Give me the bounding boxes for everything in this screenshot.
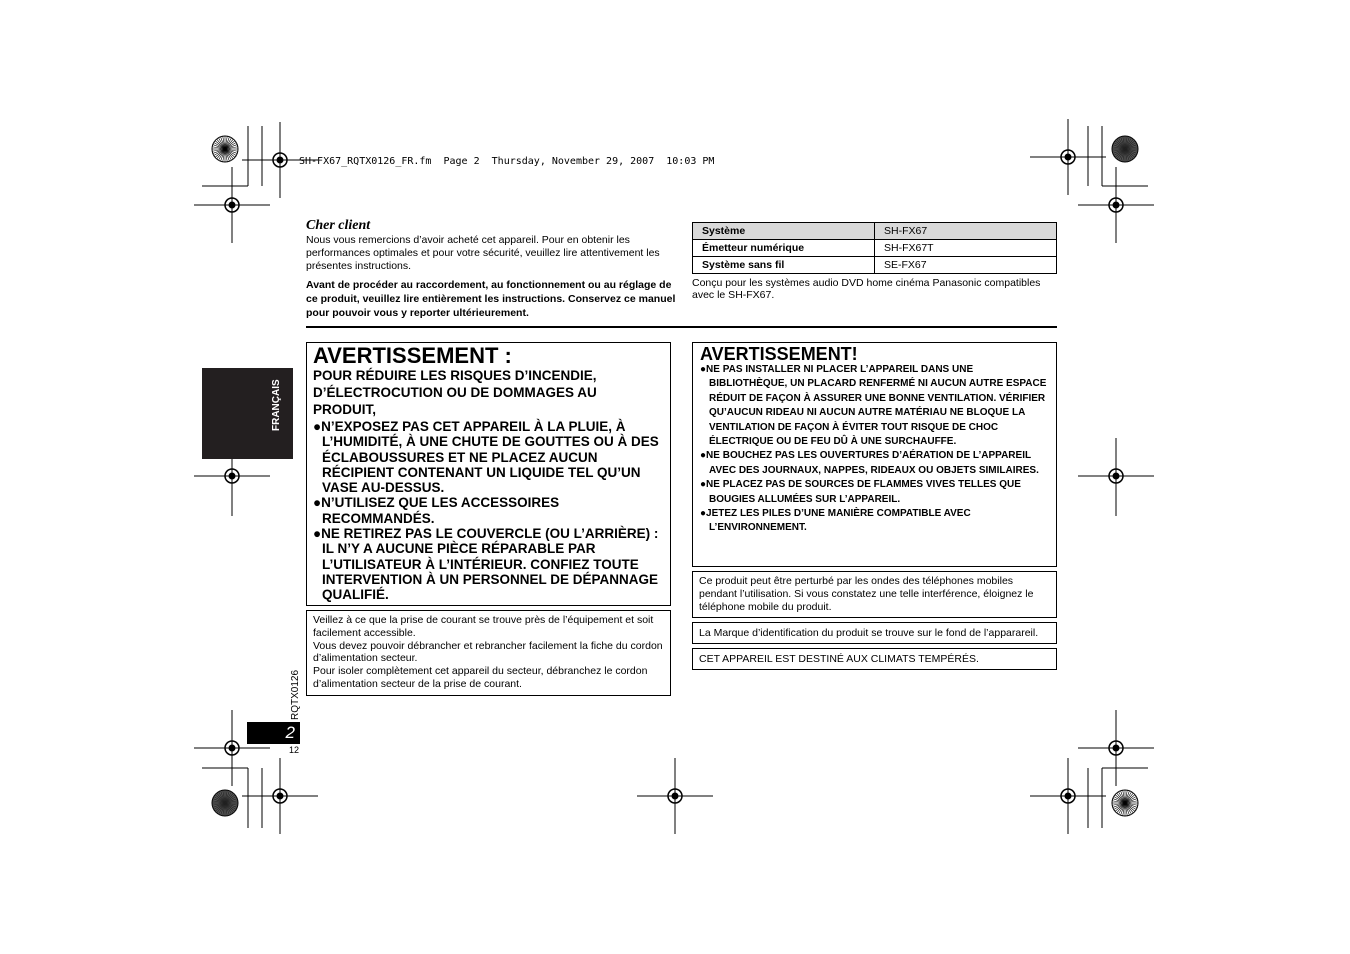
intro-text: Nous vous remercions d’avoir acheté cet appareil. Pour en obtenir les performances optimales et pour votre sécurité, veuillez lire attentivement les présentes instructions. — [306, 234, 660, 272]
greeting: Cher client — [306, 218, 371, 233]
list-item: ●NE PAS INSTALLER NI PLACER L’APPAREIL DANS UNE BIBLIOTHÈQUE, UN PLACARD RENFERMÉ NI AUCUN AUTRE ESPACE RÉDUIT DE FAÇON À ASSURER UNE BONNE VENTILATION. VÉRIFIER QU’AUCUN RIDEAU NI AUCUN AUTRE MATÉRIAU NE BLOQUE LA VENTILATION DE FAÇON À ÉVITER TOUT RISQUE DE CHOC ÉLECTRIQUE OU DE FEU DÛ À UNE SURCHAUFFE. — [700, 364, 1047, 448]
phone-note-box — [692, 571, 1057, 618]
warning-list — [700, 363, 1052, 536]
bullet-icon: ● — [313, 419, 322, 434]
list-item: ●NE RETIREZ PAS LE COUVERCLE (OU L’ARRIÈRE) : IL N’Y A AUCUNE PIÈCE RÉPARABLE PAR L’UTILISATEUR À L’INTÉRIEUR. CONFIEZ TOUTE INTERVENTION À UN PERSONNEL DE DÉPANNAGE QUALIFIÉ. — [313, 526, 659, 603]
registration-mark-part — [1113, 745, 1120, 752]
bullet-icon: ● — [700, 364, 707, 375]
page-number: 2 — [285, 723, 295, 742]
compat-note: Conçu pour les systèmes audio DVD home cinéma Panasonic compatibles avec le SH-FX67. — [692, 277, 1041, 301]
list-item: ●JETEZ LES PILES D’UNE MANIÈRE COMPATIBLE AVEC L’ENVIRONNEMENT. — [700, 508, 971, 534]
page-sub-number: 12 — [289, 745, 300, 755]
spec-value: SE-FX67 — [875, 257, 1057, 274]
warning-box-right — [692, 342, 1057, 567]
model-code: RQTX0126 — [290, 669, 301, 720]
intro-bold-text: Avant de procéder au raccordement, au fonctionnement ou au réglage de ce produit, veuillez lire entièrement les instructions. Conservez ce manuel pour pouvoir vous y reporter ultérieurement. — [306, 279, 676, 319]
registration-mark-part — [1065, 154, 1072, 161]
file-header: SH-FX67_RQTX0126_FR.fm Page 2 Thursday, November 29, 2007 10:03 PM — [299, 156, 715, 167]
bullet-icon: ● — [313, 495, 322, 511]
power-note-line: Pour isoler complètement cet appareil du secteur, débranchez le cordon d’alimentation secteur de la prise de courant. — [313, 665, 648, 690]
mark-note-box — [692, 622, 1057, 644]
registration-mark-part — [229, 745, 236, 752]
power-note-box — [306, 610, 671, 696]
warning-box-left — [306, 342, 671, 606]
bullet-icon: ● — [700, 508, 707, 520]
language-tab-label: FRANÇAIS — [271, 379, 282, 431]
spec-value: SH-FX67T — [875, 240, 1057, 257]
warning-lead: POUR RÉDUIRE LES RISQUES D’INCENDIE, D’ÉLECTROCUTION OU DE DOMMAGES AU PRODUIT, — [313, 368, 597, 417]
spec-table — [692, 222, 1057, 274]
phone-note: Ce produit peut être perturbé par les ondes des téléphones mobiles pendant l’utilisation. Si vous constatez une telle interférence, éloignez le téléphone mobile du produit. — [699, 575, 1034, 613]
warning-list — [313, 419, 668, 603]
power-note-line: Vous devez pouvoir débrancher et rebrancher facilement la fiche du cordon d’alimentation secteur. — [313, 639, 663, 665]
warning-title: AVERTISSEMENT! — [700, 344, 858, 364]
registration-mark-part — [277, 157, 284, 164]
table-row — [693, 257, 1057, 274]
bullet-icon: ● — [700, 479, 707, 491]
spec-label: Système sans fil — [693, 257, 875, 274]
registration-mark-part — [229, 202, 236, 209]
list-item: ●N’UTILISEZ QUE LES ACCESSOIRES RECOMMANDÉS. — [313, 495, 560, 526]
climate-note: CET APPAREIL EST DESTINÉ AUX CLIMATS TEMPÉRÉS. — [699, 653, 979, 665]
list-item: ●NE PLACEZ PAS DE SOURCES DE FLAMMES VIVES TELLES QUE BOUGIES ALLUMÉES SUR L’APPAREIL. — [700, 479, 1021, 505]
table-row — [693, 223, 1057, 240]
climate-note-box — [692, 648, 1057, 670]
table-row — [693, 240, 1057, 257]
list-item: ●NE BOUCHEZ PAS LES OUVERTURES D’AÉRATION DE L’APPAREIL AVEC DES JOURNAUX, NAPPES, RIDEAUX OU OBJETS SIMILAIRES. — [700, 450, 1039, 476]
warning-title: AVERTISSEMENT : — [313, 343, 512, 368]
divider — [306, 326, 1057, 328]
spec-label: Émetteur numérique — [693, 240, 875, 257]
language-tab — [202, 368, 293, 459]
registration-mark-part — [1065, 793, 1072, 800]
power-note-line: Veillez à ce que la prise de courant se trouve près de l’équipement et soit facilement accessible. — [313, 614, 654, 639]
bullet-icon: ● — [313, 526, 322, 542]
spec-label: Système — [693, 223, 875, 240]
mark-note: La Marque d’identification du produit se trouve sur le fond de l’apparareil. — [699, 627, 1039, 639]
bullet-icon: ● — [700, 450, 707, 462]
list-item: ●N’EXPOSEZ PAS CET APPAREIL À LA PLUIE, À L’HUMIDITÉ, À UNE CHUTE DE GOUTTES OU À DES ÉCLABOUSSURES ET NE PLACEZ AUCUN RÉCIPIENT CONTENANT UN LIQUIDE TEL QU’UN VASE AU-DESSUS. — [313, 419, 659, 496]
registration-mark-part — [672, 793, 679, 800]
spec-value: SH-FX67 — [875, 223, 1057, 240]
registration-mark-part — [1113, 202, 1120, 209]
page-number-box — [247, 722, 300, 744]
registration-mark-part — [277, 793, 284, 800]
